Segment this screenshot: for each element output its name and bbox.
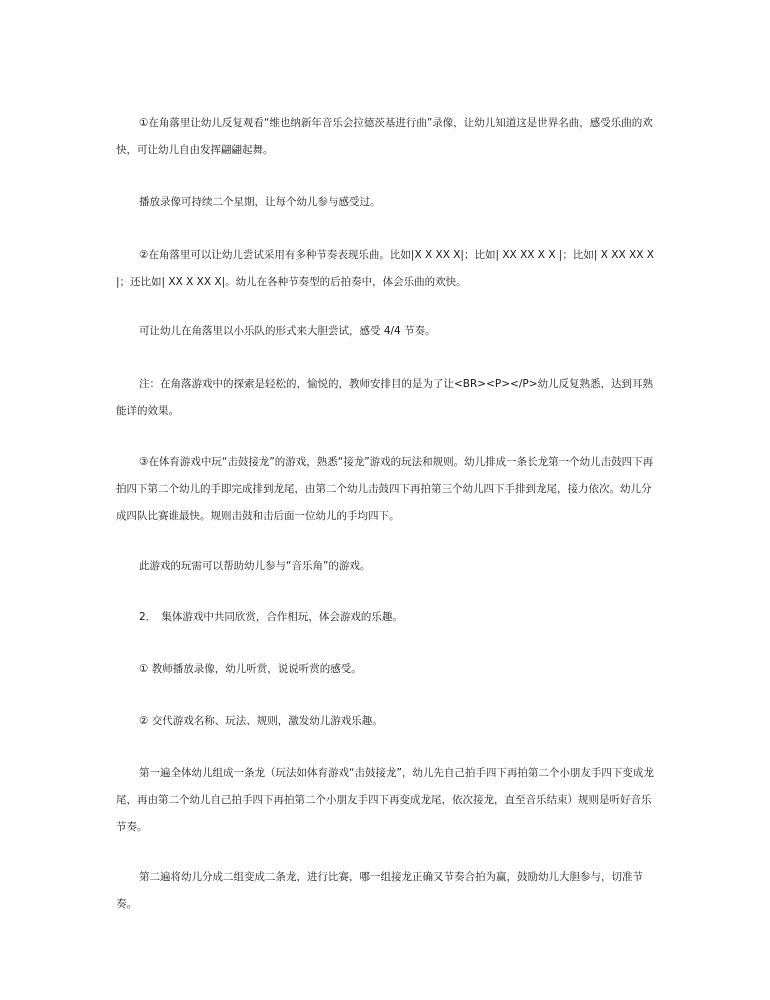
paragraph-1: ①在角落里让幼儿反复观看“维也纳新年音乐会拉德茨基进行曲”录像，让幼儿知道这是世界名曲，感受乐曲的欢快，可让幼儿自由发挥翩翩起舞。	[116, 117, 653, 156]
paragraph-7: 此游戏的玩需可以帮助幼儿参与“音乐角”的游戏。	[139, 560, 371, 572]
paragraph-12: 第二遍将幼儿分成二组变成二条龙，进行比赛，哪一组接龙正确又节奏合拍为赢，鼓励幼儿大胆参与，切准节奏。	[116, 871, 643, 910]
paragraph-6: ③在体育游戏中玩“击鼓接龙”的游戏，熟悉“接龙”游戏的玩法和规则。幼儿排成一条长龙第一个幼儿击鼓四下再拍四下第二个幼儿的手即完成排到龙尾，由第二个幼儿击鼓四下再拍第三个幼儿四下手排到龙尾，接力依次。幼儿分成四队比赛谁最快。规则击鼓和击后面一位幼儿的手均四下。	[116, 456, 654, 522]
paragraph-11: 第一遍全体幼儿组成一条龙（玩法如体育游戏“击鼓接龙”，幼儿先自己拍手四下再拍第二个小朋友手四下变成龙尾，再由第二个幼儿自己拍手四下再拍第二个小朋友手四下再变成龙尾，依次接龙，直至音乐结束）规则是听好音乐节奏。	[116, 767, 654, 833]
paragraph-5: 注：在角落游戏中的探索是轻松的，愉悦的，教师安排目的是为了让<BR><P></P>幼儿反复熟悉，达到耳熟能详的效果。	[116, 378, 653, 417]
section-heading: 2． 集体游戏中共同欣赏，合作相玩，体会游戏的乐趣。	[139, 611, 403, 623]
paragraph-3: ②在角落里可以让幼儿尝试采用有多种节奏表现乐曲。比如|X X XX X|；比如| XX XX X X |；比如| X XX XX X|；还比如| XX X XX X|。幼儿在各种节奏型的后拍奏中，体会乐曲的欢快。	[116, 249, 654, 288]
paragraph-10: ② 交代游戏名称、玩法、规则，激发幼儿游戏乐趣。	[139, 715, 383, 727]
paragraph-4: 可让幼儿在角落里以小乐队的形式来大胆尝试，感受 4/4 节奏。	[139, 325, 436, 337]
paragraph-9: ① 教师播放录像，幼儿听赏，说说听赏的感受。	[139, 663, 362, 675]
paragraph-2: 播放录像可持续二个星期，让每个幼儿参与感受过。	[139, 196, 381, 208]
